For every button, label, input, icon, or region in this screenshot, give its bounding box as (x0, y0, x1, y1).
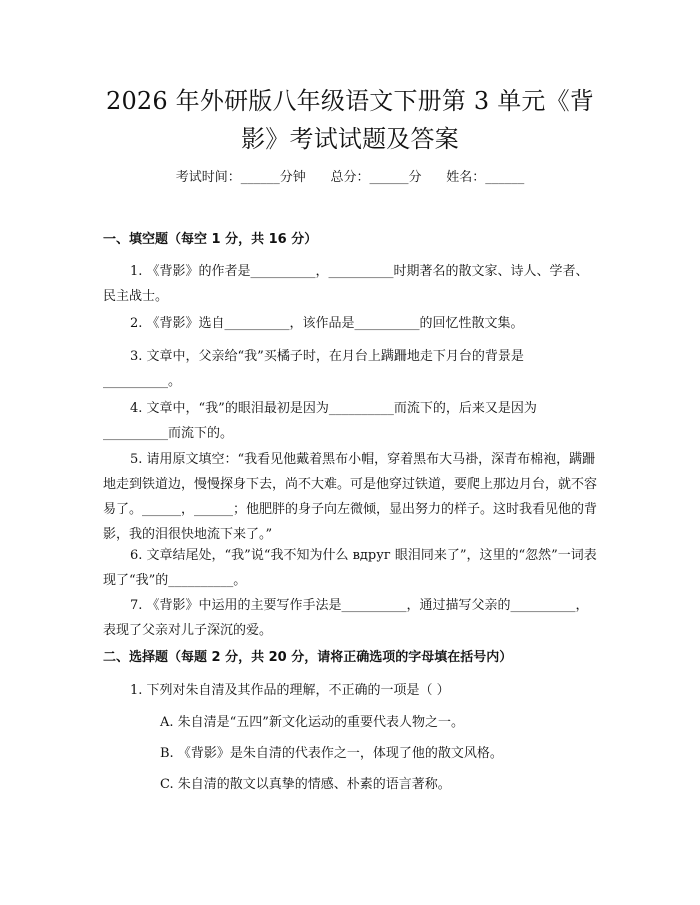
fill-question-7: 7. 《背影》中运用的主要写作手法是__________，通过描写父亲的__________，表现了父亲对儿子深沉的爱。 (103, 598, 589, 638)
exam-info-line: 考试时间：______分钟 总分：______分 姓名：______ (175, 170, 525, 185)
fill-question-6: 6. 文章结尾处，“我”说“我不知为什么 вдруг 眼泪同来了”，这里的“忽然”一词表现了“我”的__________。 (103, 548, 597, 588)
fill-question-3: 3. 文章中，父亲给“我”买橘子时，在月台上蹒跚地走下月台的背景是__________。 (103, 349, 524, 389)
choice-option-c: C. 朱自清的散文以真挚的情感、朴素的语言著称。 (160, 777, 451, 792)
choice-option-b: B. 《背影》是朱自清的代表作之一，体现了他的散文风格。 (160, 746, 503, 761)
fill-question-5: 5. 请用原文填空：“我看见他戴着黑布小帽，穿着黑布大马褂，深青布棉袍，蹒跚地走到铁道边，慢慢探身下去，尚不大难。可是他穿过铁道，要爬上那边月台，就不容易了。______，______；他肥胖的身子向左微倾，显出努力的样子。这时我看见他的背影，我的泪很快地流下来了。” (103, 452, 598, 542)
fill-question-1: 1. 《背影》的作者是__________，__________时期著名的散文家、诗人、学者、民主战士。 (103, 264, 589, 304)
choice-option-a: A. 朱自清是“五四”新文化运动的重要代表人物之一。 (160, 715, 464, 730)
section-2-heading: 二、选择题（每题 2 分，共 20 分，请将正确选项的字母填在括号内） (103, 650, 513, 665)
exam-title-line-1: 2026 年外研版八年级语文下册第 3 单元《背 (105, 87, 595, 115)
exam-title (80, 82, 620, 158)
fill-question-4: 4. 文章中，“我”的眼泪最初是因为__________而流下的，后来又是因为__________而流下的。 (103, 401, 537, 441)
section-1-heading: 一、填空题（每空 1 分，共 16 分） (103, 232, 318, 247)
fill-question-2: 2. 《背影》选自__________，该作品是__________的回忆性散文集。 (130, 316, 524, 331)
choice-question-1: 1. 下列对朱自清及其作品的理解，不正确的一项是（ ） (130, 683, 450, 698)
exam-title-line-2: 影》考试试题及答案 (241, 125, 459, 153)
